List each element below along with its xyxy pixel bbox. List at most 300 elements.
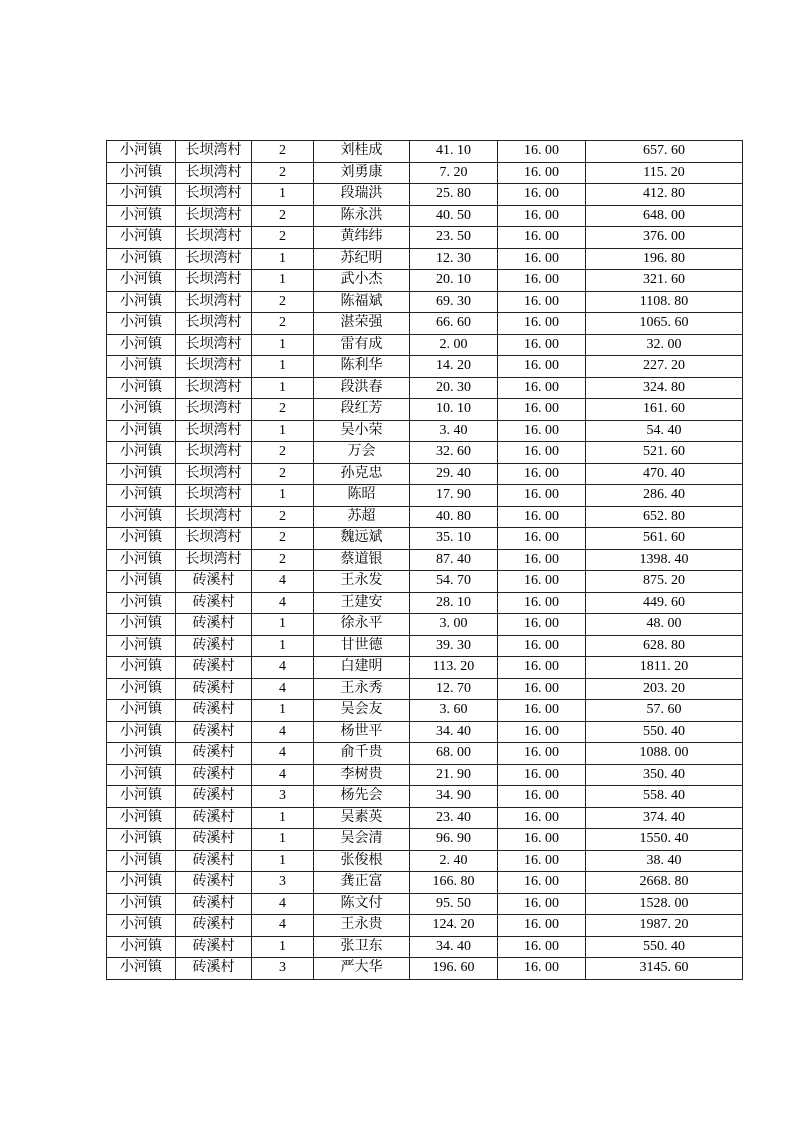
cell-village: 长坝湾村 <box>176 141 252 163</box>
cell-village: 长坝湾村 <box>176 248 252 270</box>
cell-person-name: 苏超 <box>314 506 410 528</box>
cell-quantity: 39. 30 <box>410 635 498 657</box>
cell-unit-price: 16. 00 <box>498 721 586 743</box>
cell-village: 砖溪村 <box>176 764 252 786</box>
cell-village: 砖溪村 <box>176 678 252 700</box>
cell-town: 小河镇 <box>107 700 176 722</box>
table-row <box>107 291 743 313</box>
table-row <box>107 377 743 399</box>
cell-quantity: 69. 30 <box>410 291 498 313</box>
cell-group-count: 1 <box>252 614 314 636</box>
cell-quantity: 41. 10 <box>410 141 498 163</box>
cell-unit-price: 16. 00 <box>498 205 586 227</box>
cell-person-name: 严大华 <box>314 958 410 980</box>
cell-village: 长坝湾村 <box>176 420 252 442</box>
cell-village: 砖溪村 <box>176 915 252 937</box>
cell-amount: 2668. 80 <box>586 872 743 894</box>
cell-person-name: 陈文付 <box>314 893 410 915</box>
table-row <box>107 700 743 722</box>
cell-quantity: 12. 70 <box>410 678 498 700</box>
cell-person-name: 杨世平 <box>314 721 410 743</box>
cell-unit-price: 16. 00 <box>498 270 586 292</box>
cell-town: 小河镇 <box>107 291 176 313</box>
cell-town: 小河镇 <box>107 829 176 851</box>
cell-amount: 161. 60 <box>586 399 743 421</box>
cell-amount: 875. 20 <box>586 571 743 593</box>
cell-town: 小河镇 <box>107 248 176 270</box>
cell-village: 砖溪村 <box>176 657 252 679</box>
cell-quantity: 23. 40 <box>410 807 498 829</box>
cell-person-name: 湛荣强 <box>314 313 410 335</box>
cell-quantity: 20. 30 <box>410 377 498 399</box>
cell-group-count: 4 <box>252 592 314 614</box>
cell-town: 小河镇 <box>107 485 176 507</box>
payment-table <box>106 140 743 980</box>
cell-unit-price: 16. 00 <box>498 420 586 442</box>
cell-unit-price: 16. 00 <box>498 162 586 184</box>
cell-quantity: 3. 60 <box>410 700 498 722</box>
cell-group-count: 2 <box>252 141 314 163</box>
cell-amount: 652. 80 <box>586 506 743 528</box>
cell-person-name: 李树贵 <box>314 764 410 786</box>
cell-person-name: 张卫东 <box>314 936 410 958</box>
cell-group-count: 1 <box>252 807 314 829</box>
cell-group-count: 2 <box>252 463 314 485</box>
cell-quantity: 34. 40 <box>410 721 498 743</box>
table-row <box>107 850 743 872</box>
cell-group-count: 1 <box>252 850 314 872</box>
cell-town: 小河镇 <box>107 764 176 786</box>
cell-village: 长坝湾村 <box>176 506 252 528</box>
table-row <box>107 958 743 980</box>
cell-amount: 470. 40 <box>586 463 743 485</box>
cell-unit-price: 16. 00 <box>498 184 586 206</box>
cell-amount: 1065. 60 <box>586 313 743 335</box>
cell-group-count: 1 <box>252 334 314 356</box>
cell-unit-price: 16. 00 <box>498 764 586 786</box>
cell-quantity: 29. 40 <box>410 463 498 485</box>
table-row <box>107 592 743 614</box>
cell-amount: 32. 00 <box>586 334 743 356</box>
table-row <box>107 184 743 206</box>
cell-town: 小河镇 <box>107 958 176 980</box>
cell-amount: 196. 80 <box>586 248 743 270</box>
table-row <box>107 829 743 851</box>
cell-unit-price: 16. 00 <box>498 227 586 249</box>
cell-village: 砖溪村 <box>176 807 252 829</box>
cell-person-name: 吴会清 <box>314 829 410 851</box>
cell-unit-price: 16. 00 <box>498 700 586 722</box>
cell-unit-price: 16. 00 <box>498 463 586 485</box>
cell-town: 小河镇 <box>107 936 176 958</box>
cell-group-count: 1 <box>252 356 314 378</box>
cell-quantity: 166. 80 <box>410 872 498 894</box>
cell-unit-price: 16. 00 <box>498 592 586 614</box>
cell-amount: 324. 80 <box>586 377 743 399</box>
table-row <box>107 743 743 765</box>
cell-amount: 550. 40 <box>586 936 743 958</box>
cell-amount: 521. 60 <box>586 442 743 464</box>
cell-quantity: 7. 20 <box>410 162 498 184</box>
cell-town: 小河镇 <box>107 141 176 163</box>
cell-village: 砖溪村 <box>176 936 252 958</box>
cell-quantity: 32. 60 <box>410 442 498 464</box>
cell-amount: 1398. 40 <box>586 549 743 571</box>
cell-unit-price: 16. 00 <box>498 485 586 507</box>
cell-unit-price: 16. 00 <box>498 893 586 915</box>
cell-quantity: 25. 80 <box>410 184 498 206</box>
cell-person-name: 陈福斌 <box>314 291 410 313</box>
cell-unit-price: 16. 00 <box>498 850 586 872</box>
cell-quantity: 23. 50 <box>410 227 498 249</box>
cell-village: 长坝湾村 <box>176 162 252 184</box>
cell-amount: 1811. 20 <box>586 657 743 679</box>
table-row <box>107 356 743 378</box>
cell-amount: 561. 60 <box>586 528 743 550</box>
cell-quantity: 3. 00 <box>410 614 498 636</box>
cell-town: 小河镇 <box>107 721 176 743</box>
cell-unit-price: 16. 00 <box>498 635 586 657</box>
cell-amount: 550. 40 <box>586 721 743 743</box>
cell-group-count: 1 <box>252 936 314 958</box>
cell-village: 长坝湾村 <box>176 485 252 507</box>
cell-town: 小河镇 <box>107 807 176 829</box>
cell-group-count: 2 <box>252 205 314 227</box>
cell-town: 小河镇 <box>107 162 176 184</box>
table-row <box>107 915 743 937</box>
table-row <box>107 420 743 442</box>
table-row <box>107 635 743 657</box>
cell-town: 小河镇 <box>107 227 176 249</box>
cell-village: 长坝湾村 <box>176 313 252 335</box>
table-row <box>107 893 743 915</box>
cell-town: 小河镇 <box>107 506 176 528</box>
cell-quantity: 2. 40 <box>410 850 498 872</box>
cell-village: 砖溪村 <box>176 958 252 980</box>
cell-quantity: 2. 00 <box>410 334 498 356</box>
cell-person-name: 俞千贵 <box>314 743 410 765</box>
cell-group-count: 2 <box>252 291 314 313</box>
cell-village: 砖溪村 <box>176 893 252 915</box>
cell-village: 砖溪村 <box>176 700 252 722</box>
cell-person-name: 雷有成 <box>314 334 410 356</box>
cell-amount: 376. 00 <box>586 227 743 249</box>
cell-town: 小河镇 <box>107 786 176 808</box>
cell-town: 小河镇 <box>107 463 176 485</box>
cell-group-count: 4 <box>252 915 314 937</box>
table-row <box>107 528 743 550</box>
table-row <box>107 678 743 700</box>
table-row <box>107 227 743 249</box>
cell-unit-price: 16. 00 <box>498 356 586 378</box>
cell-quantity: 54. 70 <box>410 571 498 593</box>
table-row <box>107 162 743 184</box>
cell-group-count: 2 <box>252 227 314 249</box>
cell-quantity: 10. 10 <box>410 399 498 421</box>
cell-unit-price: 16. 00 <box>498 678 586 700</box>
table-row <box>107 399 743 421</box>
cell-person-name: 王建安 <box>314 592 410 614</box>
table-row <box>107 657 743 679</box>
cell-village: 长坝湾村 <box>176 528 252 550</box>
cell-village: 砖溪村 <box>176 571 252 593</box>
cell-town: 小河镇 <box>107 356 176 378</box>
cell-group-count: 1 <box>252 700 314 722</box>
cell-town: 小河镇 <box>107 872 176 894</box>
cell-amount: 38. 40 <box>586 850 743 872</box>
cell-group-count: 1 <box>252 829 314 851</box>
cell-amount: 1108. 80 <box>586 291 743 313</box>
cell-village: 长坝湾村 <box>176 442 252 464</box>
cell-person-name: 蔡道银 <box>314 549 410 571</box>
cell-village: 砖溪村 <box>176 786 252 808</box>
cell-unit-price: 16. 00 <box>498 506 586 528</box>
cell-amount: 115. 20 <box>586 162 743 184</box>
cell-quantity: 68. 00 <box>410 743 498 765</box>
cell-amount: 48. 00 <box>586 614 743 636</box>
table-row <box>107 141 743 163</box>
cell-person-name: 张俊根 <box>314 850 410 872</box>
cell-town: 小河镇 <box>107 592 176 614</box>
cell-village: 长坝湾村 <box>176 205 252 227</box>
table-row <box>107 313 743 335</box>
cell-quantity: 40. 80 <box>410 506 498 528</box>
cell-village: 长坝湾村 <box>176 399 252 421</box>
cell-quantity: 34. 40 <box>410 936 498 958</box>
cell-group-count: 2 <box>252 442 314 464</box>
cell-village: 砖溪村 <box>176 635 252 657</box>
cell-group-count: 2 <box>252 506 314 528</box>
cell-person-name: 黄纬纬 <box>314 227 410 249</box>
cell-unit-price: 16. 00 <box>498 829 586 851</box>
cell-village: 长坝湾村 <box>176 270 252 292</box>
cell-quantity: 17. 90 <box>410 485 498 507</box>
cell-amount: 558. 40 <box>586 786 743 808</box>
cell-town: 小河镇 <box>107 915 176 937</box>
cell-amount: 321. 60 <box>586 270 743 292</box>
table-row <box>107 506 743 528</box>
cell-group-count: 4 <box>252 893 314 915</box>
cell-quantity: 34. 90 <box>410 786 498 808</box>
cell-person-name: 段瑞洪 <box>314 184 410 206</box>
cell-group-count: 1 <box>252 270 314 292</box>
cell-unit-price: 16. 00 <box>498 614 586 636</box>
cell-unit-price: 16. 00 <box>498 248 586 270</box>
cell-town: 小河镇 <box>107 184 176 206</box>
cell-amount: 54. 40 <box>586 420 743 442</box>
cell-group-count: 2 <box>252 399 314 421</box>
cell-unit-price: 16. 00 <box>498 958 586 980</box>
cell-town: 小河镇 <box>107 377 176 399</box>
table-row <box>107 334 743 356</box>
cell-quantity: 14. 20 <box>410 356 498 378</box>
cell-group-count: 4 <box>252 678 314 700</box>
cell-village: 长坝湾村 <box>176 227 252 249</box>
cell-unit-price: 16. 00 <box>498 743 586 765</box>
cell-person-name: 王永贵 <box>314 915 410 937</box>
cell-village: 砖溪村 <box>176 592 252 614</box>
cell-person-name: 陈利华 <box>314 356 410 378</box>
cell-amount: 3145. 60 <box>586 958 743 980</box>
cell-group-count: 4 <box>252 571 314 593</box>
cell-unit-price: 16. 00 <box>498 807 586 829</box>
cell-person-name: 吴会友 <box>314 700 410 722</box>
cell-unit-price: 16. 00 <box>498 141 586 163</box>
cell-village: 长坝湾村 <box>176 549 252 571</box>
cell-amount: 628. 80 <box>586 635 743 657</box>
cell-town: 小河镇 <box>107 313 176 335</box>
cell-person-name: 吴小荣 <box>314 420 410 442</box>
cell-village: 长坝湾村 <box>176 377 252 399</box>
table-row <box>107 764 743 786</box>
cell-town: 小河镇 <box>107 678 176 700</box>
cell-person-name: 陈永洪 <box>314 205 410 227</box>
cell-group-count: 4 <box>252 764 314 786</box>
cell-quantity: 196. 60 <box>410 958 498 980</box>
cell-person-name: 段洪春 <box>314 377 410 399</box>
cell-village: 长坝湾村 <box>176 291 252 313</box>
payment-table-body <box>107 141 743 980</box>
cell-town: 小河镇 <box>107 571 176 593</box>
cell-group-count: 3 <box>252 872 314 894</box>
cell-village: 砖溪村 <box>176 872 252 894</box>
cell-amount: 449. 60 <box>586 592 743 614</box>
cell-person-name: 魏远斌 <box>314 528 410 550</box>
cell-town: 小河镇 <box>107 420 176 442</box>
table-row <box>107 936 743 958</box>
cell-amount: 203. 20 <box>586 678 743 700</box>
table-row <box>107 872 743 894</box>
cell-amount: 57. 60 <box>586 700 743 722</box>
cell-person-name: 甘世德 <box>314 635 410 657</box>
cell-village: 砖溪村 <box>176 743 252 765</box>
cell-group-count: 1 <box>252 485 314 507</box>
cell-unit-price: 16. 00 <box>498 442 586 464</box>
cell-quantity: 124. 20 <box>410 915 498 937</box>
cell-town: 小河镇 <box>107 442 176 464</box>
cell-unit-price: 16. 00 <box>498 872 586 894</box>
cell-group-count: 1 <box>252 184 314 206</box>
cell-unit-price: 16. 00 <box>498 786 586 808</box>
cell-town: 小河镇 <box>107 635 176 657</box>
cell-amount: 350. 40 <box>586 764 743 786</box>
table-row <box>107 248 743 270</box>
cell-quantity: 87. 40 <box>410 549 498 571</box>
cell-person-name: 陈昭 <box>314 485 410 507</box>
table-row <box>107 205 743 227</box>
cell-amount: 657. 60 <box>586 141 743 163</box>
table-row <box>107 571 743 593</box>
cell-group-count: 1 <box>252 248 314 270</box>
cell-unit-price: 16. 00 <box>498 377 586 399</box>
cell-person-name: 武小杰 <box>314 270 410 292</box>
cell-quantity: 21. 90 <box>410 764 498 786</box>
cell-quantity: 40. 50 <box>410 205 498 227</box>
cell-amount: 412. 80 <box>586 184 743 206</box>
cell-unit-price: 16. 00 <box>498 291 586 313</box>
cell-amount: 374. 40 <box>586 807 743 829</box>
table-row <box>107 549 743 571</box>
cell-person-name: 徐永平 <box>314 614 410 636</box>
cell-group-count: 2 <box>252 528 314 550</box>
cell-quantity: 20. 10 <box>410 270 498 292</box>
cell-group-count: 2 <box>252 162 314 184</box>
cell-quantity: 66. 60 <box>410 313 498 335</box>
cell-town: 小河镇 <box>107 334 176 356</box>
table-row <box>107 463 743 485</box>
cell-village: 砖溪村 <box>176 829 252 851</box>
table-row <box>107 442 743 464</box>
cell-quantity: 113. 20 <box>410 657 498 679</box>
cell-group-count: 4 <box>252 721 314 743</box>
cell-quantity: 95. 50 <box>410 893 498 915</box>
cell-group-count: 4 <box>252 743 314 765</box>
cell-person-name: 刘桂成 <box>314 141 410 163</box>
cell-amount: 1088. 00 <box>586 743 743 765</box>
cell-village: 长坝湾村 <box>176 184 252 206</box>
table-row <box>107 807 743 829</box>
table-row <box>107 614 743 636</box>
cell-unit-price: 16. 00 <box>498 399 586 421</box>
cell-person-name: 龚正富 <box>314 872 410 894</box>
cell-group-count: 1 <box>252 635 314 657</box>
cell-unit-price: 16. 00 <box>498 915 586 937</box>
cell-person-name: 王永秀 <box>314 678 410 700</box>
cell-unit-price: 16. 00 <box>498 334 586 356</box>
cell-village: 砖溪村 <box>176 850 252 872</box>
cell-town: 小河镇 <box>107 850 176 872</box>
cell-village: 长坝湾村 <box>176 463 252 485</box>
cell-quantity: 28. 10 <box>410 592 498 614</box>
table-row <box>107 270 743 292</box>
cell-person-name: 白建明 <box>314 657 410 679</box>
table-row <box>107 786 743 808</box>
table-row <box>107 721 743 743</box>
cell-unit-price: 16. 00 <box>498 936 586 958</box>
cell-group-count: 1 <box>252 420 314 442</box>
cell-town: 小河镇 <box>107 743 176 765</box>
cell-town: 小河镇 <box>107 614 176 636</box>
cell-amount: 227. 20 <box>586 356 743 378</box>
cell-person-name: 苏纪明 <box>314 248 410 270</box>
cell-town: 小河镇 <box>107 205 176 227</box>
cell-unit-price: 16. 00 <box>498 313 586 335</box>
cell-town: 小河镇 <box>107 549 176 571</box>
cell-town: 小河镇 <box>107 270 176 292</box>
cell-amount: 1550. 40 <box>586 829 743 851</box>
cell-unit-price: 16. 00 <box>498 549 586 571</box>
cell-person-name: 刘勇康 <box>314 162 410 184</box>
cell-town: 小河镇 <box>107 893 176 915</box>
cell-person-name: 王永发 <box>314 571 410 593</box>
cell-quantity: 12. 30 <box>410 248 498 270</box>
cell-unit-price: 16. 00 <box>498 657 586 679</box>
cell-group-count: 3 <box>252 958 314 980</box>
cell-village: 砖溪村 <box>176 721 252 743</box>
cell-amount: 1987. 20 <box>586 915 743 937</box>
cell-group-count: 4 <box>252 657 314 679</box>
cell-quantity: 96. 90 <box>410 829 498 851</box>
cell-amount: 286. 40 <box>586 485 743 507</box>
cell-amount: 1528. 00 <box>586 893 743 915</box>
cell-village: 砖溪村 <box>176 614 252 636</box>
table-row <box>107 485 743 507</box>
cell-quantity: 35. 10 <box>410 528 498 550</box>
cell-town: 小河镇 <box>107 657 176 679</box>
cell-person-name: 孙克忠 <box>314 463 410 485</box>
cell-village: 长坝湾村 <box>176 334 252 356</box>
cell-unit-price: 16. 00 <box>498 571 586 593</box>
